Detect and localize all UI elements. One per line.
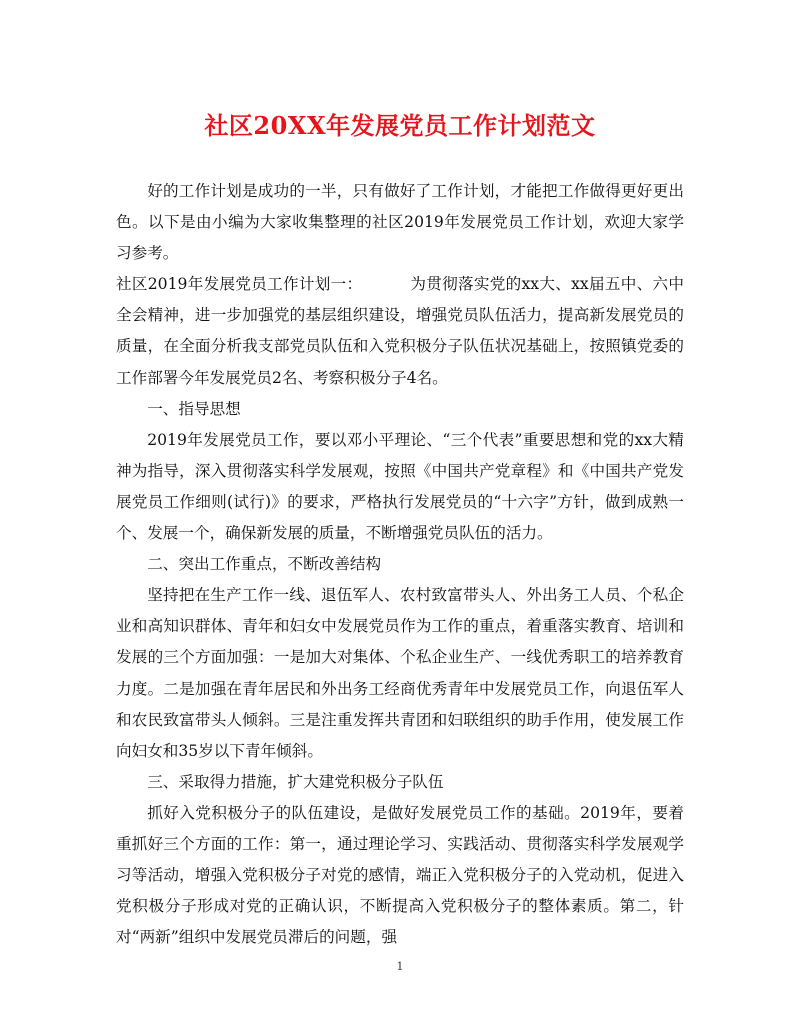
section-paragraph-3: 抓好入党积极分子的队伍建设，是做好发展党员工作的基础。2019年，要着重抓好三个方面的工作：第一，通过理论学习、实践活动、贯彻落实科学发展观学习等活动，增强入党积极分子对党的感情，端正入党积极分子的入党动机，促进入党积极分子形成对党的正确认识，不断提高入党积极分子的整体素质。第二，针对“两新”组织中发展党员滞后的问题，强 [116, 803, 684, 947]
section-heading-3: 三、采取得力措施，扩大建党积极分子队伍 [147, 772, 444, 791]
page-number: 1 [396, 960, 404, 973]
document-title: 社区20XX年发展党员工作计划范文 [204, 111, 596, 140]
plan-text: 为贯彻落实党的xx大、xx届五中、六中全会精神，进一步加强党的基层组织建设，增强党员队伍活力，提高新发展党员的质量，在全面分析我支部党员队伍和入党积极分子队伍状况基础上，按照镇党委的工作部署今年发展党员2名、考察积极分子4名。 [116, 275, 684, 387]
plan-paragraph [116, 269, 684, 393]
document-body [116, 176, 684, 953]
plan-label: 社区2019年发展党员工作计划一： [116, 275, 363, 294]
section-heading-1: 一、指导思想 [147, 399, 241, 418]
section-heading-2: 二、突出工作重点，不断改善结构 [147, 555, 382, 574]
intro-paragraph: 好的工作计划是成功的一半，只有做好了工作计划，才能把工作做得更好更出色。以下是由小编为大家收集整理的社区2019年发展党员工作计划，欢迎大家学习参考。 [116, 182, 684, 263]
section-paragraph-2: 坚持把在生产工作一线、退伍军人、农村致富带头人、外出务工人员、个私企业和高知识群体、青年和妇女中发展党员作为工作的重点，着重落实教育、培训和发展的三个方面加强：一是加大对集体、个私企业生产、一线优秀职工的培养教育力度。二是加强在青年居民和外出务工经商优秀青年中发展党员工作，向退伍军人和农民致富带头人倾斜。三是注重发挥共青团和妇联组织的助手作用，使发展工作向妇女和35岁以下青年倾斜。 [116, 586, 684, 760]
section-paragraph-1: 2019年发展党员工作，要以邓小平理论、“三个代表”重要思想和党的xx大精神为指导，深入贯彻落实科学发展观，按照《中国共产党章程》和《中国共产党发展党员工作细则(试行)》的要求，严格执行发展党员的“十六字”方针，做到成熟一个、发展一个，确保新发展的质量，不断增强党员队伍的活力。 [116, 430, 684, 543]
